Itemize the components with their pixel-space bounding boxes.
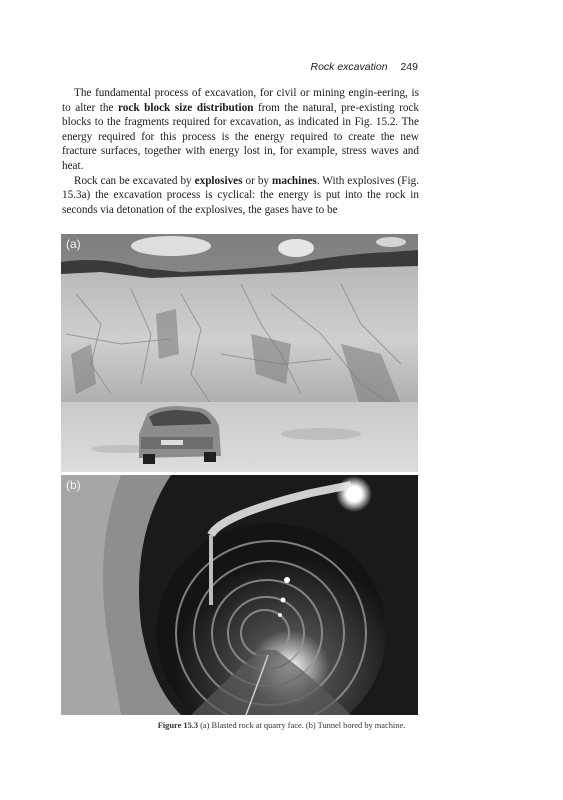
p1-text-a: The fundamental process of excavation, for civil or mining engin-eering, is to alter the	[62, 87, 419, 114]
car	[139, 406, 221, 464]
panel-a-label: (a)	[66, 237, 81, 251]
figure-photo-quarry	[61, 234, 418, 472]
caption-figure-number: Figure 15.3	[157, 721, 199, 730]
body-text	[62, 86, 419, 217]
p2-text-c: . With explosives (Fig. 15.3a) the excavation process is cyclical: the energy is put into the rock in seconds via detonation of the explosives, the gases have to be	[62, 174, 419, 216]
p2-bold-machines: machines	[272, 174, 317, 187]
p1-text-b: from the natural, pre-existing rock blocks to the fragments required for excavation, as indicated in Fig. 15.2. The energy required for this process is the energy required to create the new fracture surfaces, together with energy lost in, for example, stress waves and heat.	[62, 101, 419, 172]
caption-text: (a) Blasted rock at quarry face. (b) Tunnel bored by machine.	[198, 721, 406, 730]
running-header	[311, 61, 419, 73]
page-number: 249	[400, 61, 418, 73]
quarry-photo	[61, 234, 418, 472]
figure-photo-tunnel	[61, 475, 418, 715]
paragraph-2	[62, 174, 419, 218]
tunnel-photo	[61, 475, 418, 715]
p2-text-a: Rock can be excavated by	[74, 174, 195, 187]
running-title: Rock excavation	[310, 61, 388, 73]
paragraph-1	[62, 86, 419, 174]
p1-bold-term: rock block size distribution	[118, 101, 254, 114]
p2-text-b: or by	[242, 174, 273, 187]
p2-bold-explosives: explosives	[194, 174, 243, 187]
figure-caption	[0, 721, 563, 730]
panel-b-label: (b)	[66, 478, 81, 492]
